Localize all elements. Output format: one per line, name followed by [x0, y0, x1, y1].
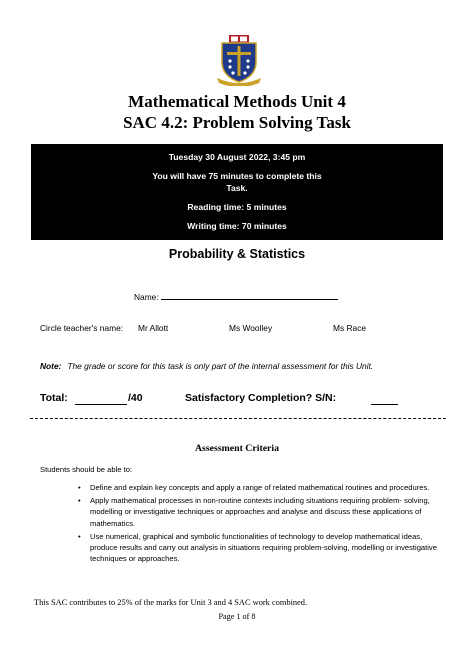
- teacher-label: Circle teacher's name:: [40, 323, 124, 333]
- assessment-note: [40, 361, 373, 371]
- criteria-list: [78, 482, 438, 566]
- school-crest-icon: [216, 34, 262, 86]
- note-text: The grade or score for this task is only part of the internal assessment for this Unit.: [67, 361, 374, 371]
- total-score-field[interactable]: [75, 404, 127, 405]
- satisfactory-label: Satisfactory Completion? S/N:: [185, 392, 337, 404]
- cut-line-divider: [30, 418, 446, 419]
- info-box: [31, 144, 443, 240]
- info-duration-line2: Task.: [226, 183, 248, 193]
- info-reading-time: Reading time: 5 minutes: [187, 202, 287, 212]
- teacher-option-woolley[interactable]: Ms Woolley: [229, 323, 273, 333]
- total-label: Total:: [40, 392, 68, 404]
- info-writing-time: Writing time: 70 minutes: [187, 221, 287, 231]
- teacher-option-allott[interactable]: Mr Allott: [138, 323, 169, 333]
- total-out-of: /40: [128, 392, 143, 404]
- criteria-item: • Apply mathematical processes in non-routine contexts including situations requiring problem- solving, modelling or investigative techniques or approaches and analyse and discuss these applications of mathematics.: [78, 495, 438, 529]
- topic-subtitle: Probability & Statistics: [168, 247, 306, 261]
- info-duration-line1: You will have 75 minutes to complete this: [152, 171, 322, 181]
- note-label: Note:: [40, 361, 62, 371]
- document-title-line1: Mathematical Methods Unit 4: [128, 92, 346, 111]
- criteria-heading: Assessment Criteria: [194, 443, 280, 454]
- info-date: Tuesday 30 August 2022, 3:45 pm: [168, 152, 306, 162]
- name-label: Name:: [134, 292, 159, 302]
- name-field[interactable]: [161, 299, 338, 300]
- criteria-item: • Define and explain key concepts and apply a range of related mathematical routines and procedures.: [78, 482, 438, 493]
- document-title-line2: SAC 4.2: Problem Solving Task: [123, 113, 351, 132]
- page-number: Page 1 of 8: [218, 612, 256, 621]
- contribution-note: This SAC contributes to 25% of the marks for Unit 3 and 4 SAC work combined.: [34, 598, 308, 607]
- satisfactory-field[interactable]: [371, 404, 398, 405]
- criteria-intro: Students should be able to:: [40, 465, 133, 474]
- teacher-option-race[interactable]: Ms Race: [333, 323, 367, 333]
- criteria-item: • Use numerical, graphical and symbolic functionalities of technology to develop mathematical ideas, produce results and carry out analysis in situations requiring problem-solving, modelling or investigative techniques or approaches.: [78, 531, 438, 565]
